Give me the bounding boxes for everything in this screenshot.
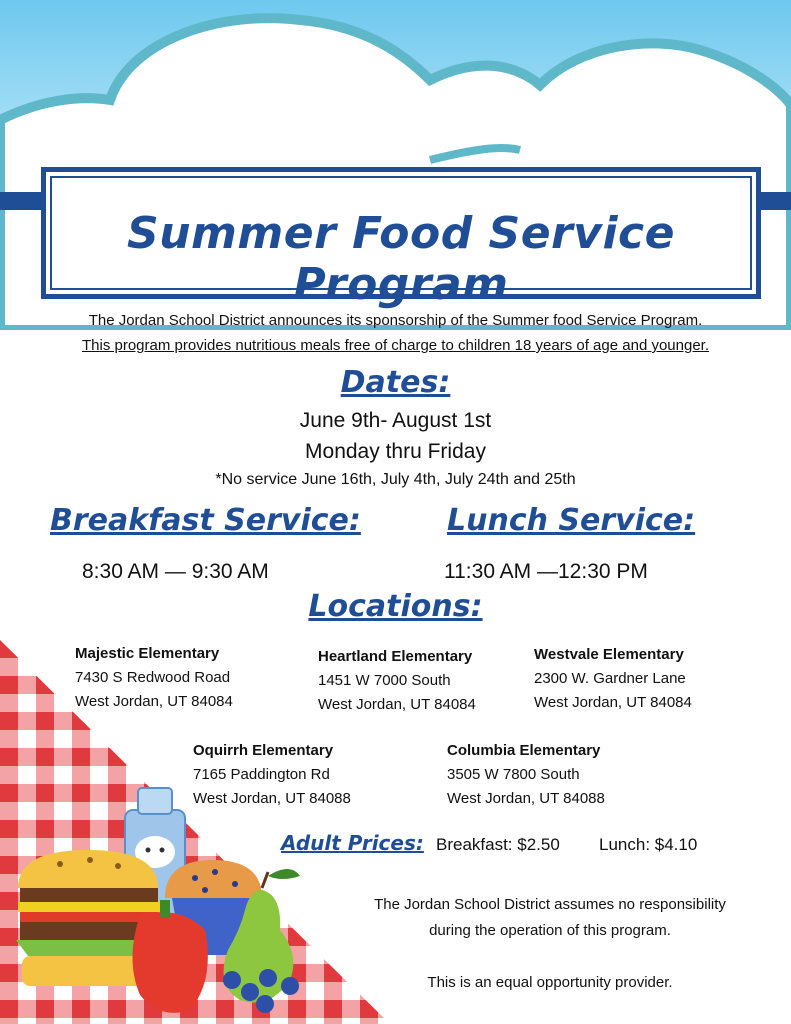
location-name: Westvale Elementary [534, 646, 684, 663]
disclaimer-line-1: The Jordan School District assumes no responsibility [374, 896, 726, 913]
intro-line-1: The Jordan School District announces its sponsorship of the Summer food Service Program. [88, 312, 703, 329]
lunch-heading: Lunch Service: [447, 503, 696, 538]
location-city: West Jordan, UT 84084 [534, 694, 692, 711]
location-name: Heartland Elementary [318, 648, 473, 665]
lunch-time: 11:30 AM —12:30 PM [444, 560, 648, 583]
title-frame [41, 167, 761, 310]
adult-lunch-price: Lunch: $4.10 [599, 835, 698, 854]
dates-heading: Dates: [340, 365, 451, 400]
intro-line-2: This program provides nutritious meals free of charge to children 18 years of age and younger. [81, 337, 709, 354]
adult-breakfast-price: Breakfast: $2.50 [436, 835, 560, 854]
adult-prices-heading: Adult Prices: [281, 831, 424, 855]
location-street: 7165 Paddington Rd [193, 766, 330, 783]
food-illustration [0, 780, 330, 1024]
page-title: Summer Food Service Program [127, 208, 675, 310]
location-heartland [318, 645, 476, 717]
location-city: West Jordan, UT 84088 [447, 790, 605, 807]
location-name: Oquirrh Elementary [193, 742, 334, 759]
location-columbia [447, 739, 605, 811]
location-city: West Jordan, UT 84084 [318, 696, 476, 713]
location-majestic [75, 642, 233, 714]
locations-heading: Locations: [308, 589, 483, 624]
dates-note: *No service June 16th, July 4th, July 24th and 25th [215, 471, 576, 488]
location-city: West Jordan, UT 84084 [75, 693, 233, 710]
location-city: West Jordan, UT 84088 [193, 790, 351, 807]
location-street: 2300 W. Gardner Lane [534, 670, 686, 687]
breakfast-time: 8:30 AM — 9:30 AM [82, 560, 269, 583]
equal-opportunity-statement: This is an equal opportunity provider. [427, 974, 673, 991]
dates-range: June 9th- August 1st [299, 409, 492, 432]
location-street: 3505 W 7800 South [447, 766, 580, 783]
location-name: Columbia Elementary [447, 742, 601, 759]
location-oquirrh [193, 739, 351, 811]
location-name: Majestic Elementary [75, 645, 220, 662]
location-westvale [534, 643, 692, 715]
location-street: 1451 W 7000 South [318, 672, 451, 689]
breakfast-heading: Breakfast Service: [50, 503, 361, 538]
location-street: 7430 S Redwood Road [75, 669, 231, 686]
dates-days: Monday thru Friday [305, 440, 486, 463]
disclaimer-line-2: during the operation of this program. [429, 922, 671, 939]
